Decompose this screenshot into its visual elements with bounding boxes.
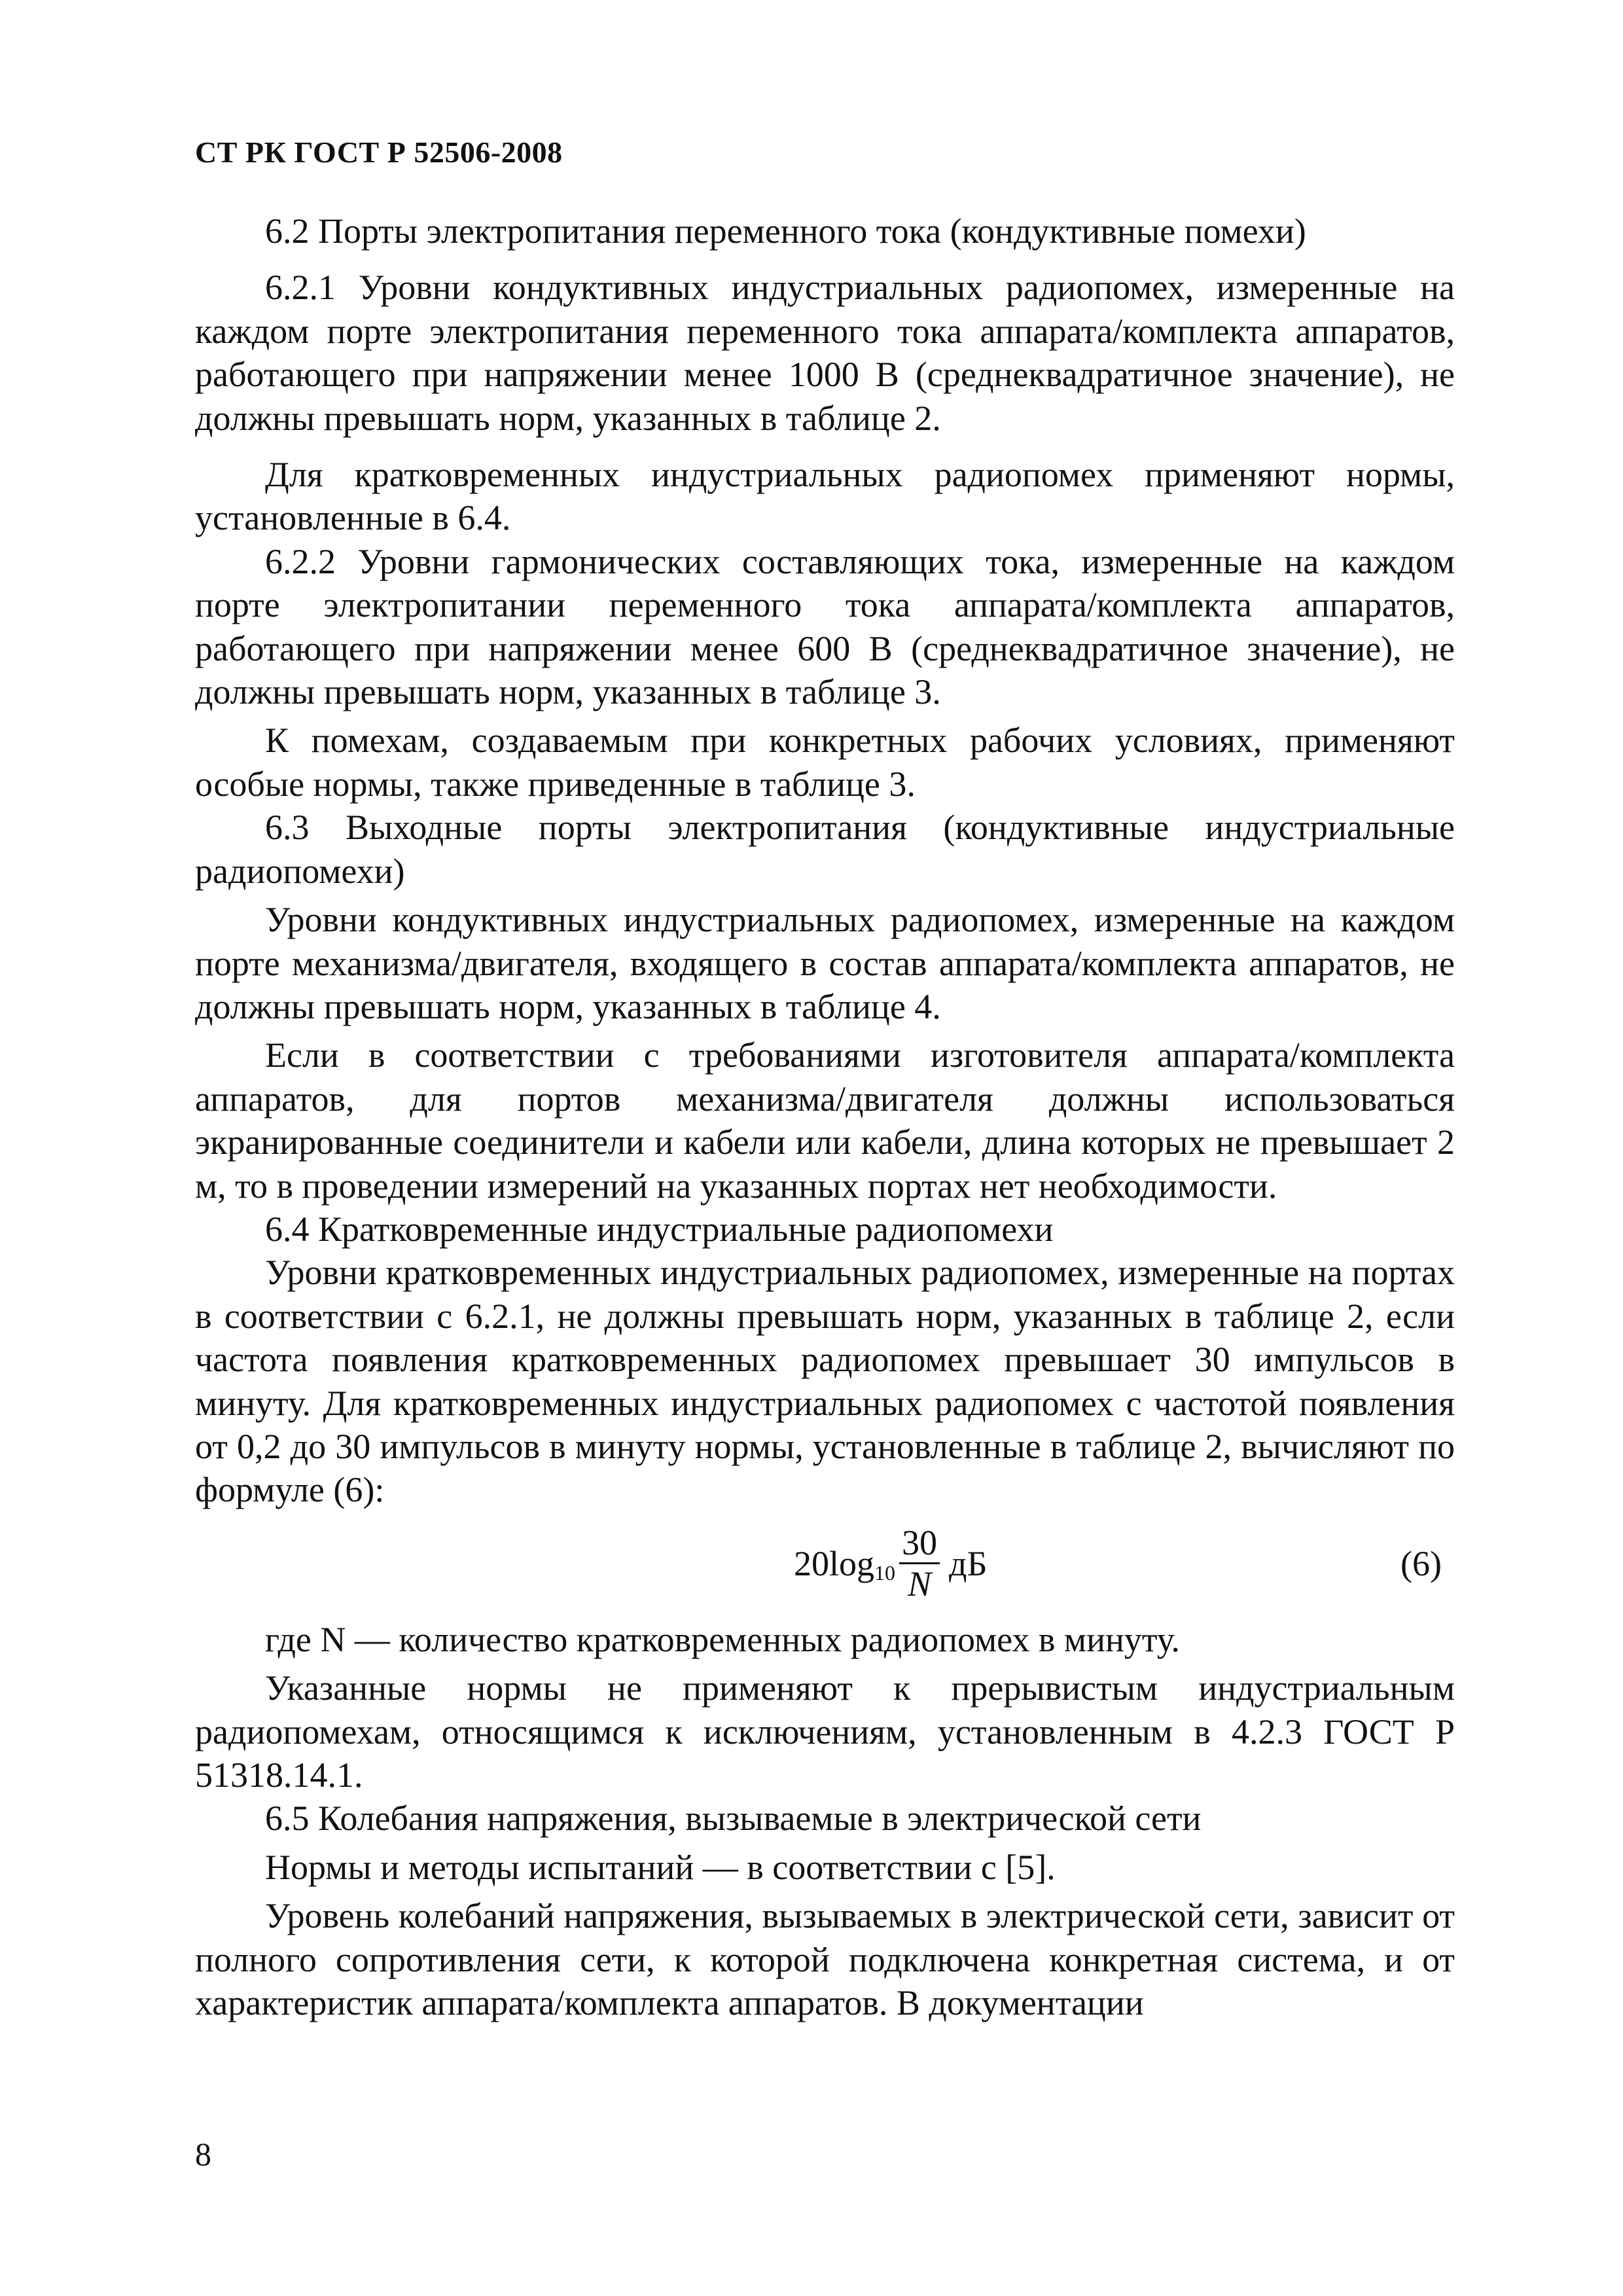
document-header: СТ РК ГОСТ Р 52506-2008: [195, 135, 563, 169]
formula-number: (6): [1400, 1543, 1442, 1583]
section-heading-6-5: 6.5 Колебания напряжения, вызываемые в электрической сети: [265, 1799, 1202, 1839]
formula-6: [195, 1515, 1455, 1613]
page-number: 8: [195, 2136, 211, 2172]
paragraph: 6.2.1 Уровни кондуктивных индустриальных радиопомех, измеренные на каждом порте электропитания переменного тока аппарата/комплекта аппаратов, работающего при напряжении менее 1000 В (среднеквадратичное значение), не должны превышать норм, указанных в таблице 2.: [195, 268, 1455, 438]
formula-numerator: 30: [902, 1523, 938, 1563]
paragraph: Уровни кондуктивных индустриальных радиопомех, измеренные на каждом порте механизма/двигателя, входящего в состав аппарата/комплекта аппаратов, не должны превышать норм, указанных в таблице 4.: [195, 900, 1455, 1026]
paragraph: Если в соответствии с требованиями изготовителя аппарата/комплекта аппаратов, для портов механизма/двигателя должны использоваться экранированные соединители и кабели или кабели, длина которых не превышает 2 м, то в проведении измерений на указанных портах нет необходимости.: [195, 1035, 1455, 1206]
formula-unit: дБ: [949, 1543, 988, 1583]
formula-denominator: N: [908, 1564, 932, 1604]
paragraph: Уровень колебаний напряжения, вызываемых в электрической сети, зависит от полного сопротивления сети, к которой подключена конкретная система, и от характеристик аппарата/комплекта аппаратов. В документации: [195, 1896, 1455, 2023]
paragraph: Уровни кратковременных индустриальных радиопомех, измеренные на портах в соответствии с 6.2.1, не должны превышать норм, указанных в таблице 2, если частота появления кратковременных радиопомех превышает 30 импульсов в минуту. Для кратковременных индустриальных радиопомех с частотой появления от 0,2 до 30 импульсов в минуту нормы, установленные в таблице 2, вычисляют по формуле (6):: [195, 1253, 1455, 1510]
section-heading-6-3: 6.3 Выходные порты электропитания (кондуктивные индустриальные радиопомехи): [195, 808, 1455, 891]
paragraph: 6.2.2 Уровни гармонических составляющих тока, измеренные на каждом порте электропитании переменного тока аппарата/комплекта аппаратов, работающего при напряжении менее 600 В (среднеквадратичное значение), не должны превышать норм, указанных в таблице 3.: [195, 541, 1455, 712]
formula-coefficient: 20log: [794, 1543, 875, 1583]
paragraph: где N — количество кратковременных радиопомех в минуту.: [265, 1619, 1180, 1659]
paragraph: Для кратковременных индустриальных радиопомех применяют нормы, установленные в 6.4.: [195, 455, 1455, 538]
paragraph: Указанные нормы не применяют к прерывистым индустриальным радиопомехам, относящимся к исключениям, установленным в 4.2.3 ГОСТ Р 51318.14.1.: [195, 1668, 1455, 1795]
section-heading-6-2: 6.2 Порты электропитания переменного тока (кондуктивные помехи): [265, 211, 1306, 251]
formula-log-base: 10: [874, 1560, 896, 1585]
paragraph: К помехам, создаваемым при конкретных рабочих условиях, применяют особые нормы, также приведенные в таблице 3.: [195, 721, 1455, 804]
formula-expression: [794, 1515, 988, 1613]
section-heading-6-4: 6.4 Кратковременные индустриальные радиопомехи: [265, 1209, 1054, 1249]
formula-fraction: [899, 1523, 940, 1604]
page-body: [195, 209, 1455, 2024]
paragraph: Нормы и методы испытаний — в соответствии с [5].: [265, 1847, 1056, 1887]
